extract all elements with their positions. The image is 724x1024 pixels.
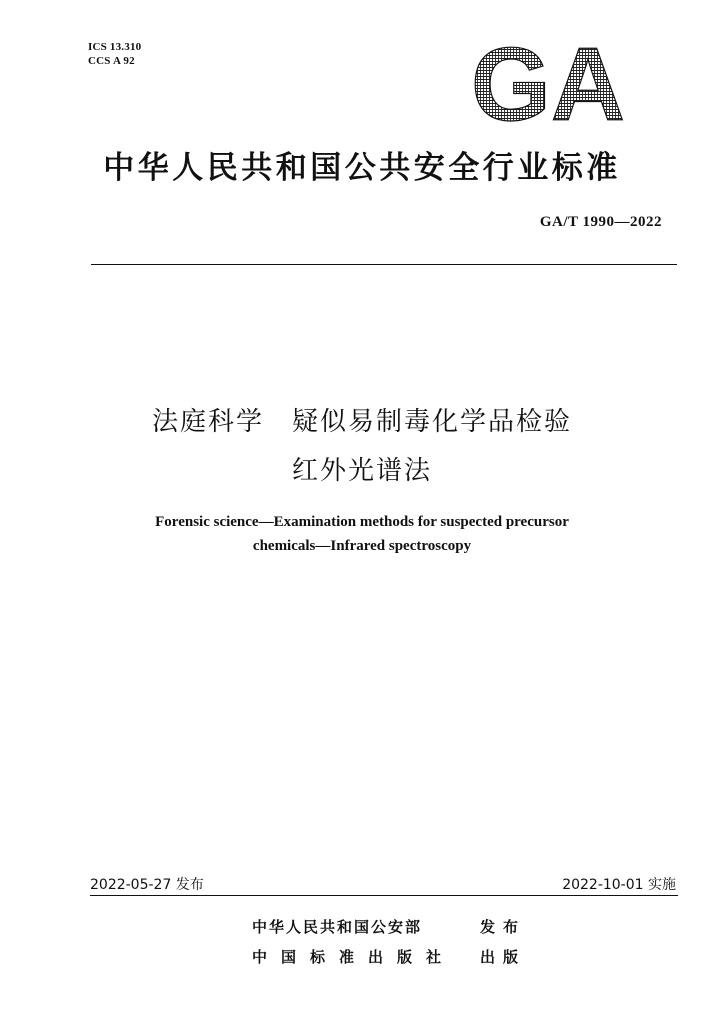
footer-divider: [90, 895, 678, 896]
ics-code: ICS 13.310: [88, 41, 142, 53]
issuer-title: 中华人民共和国公共安全行业标准: [103, 150, 621, 186]
ga-logo: [468, 40, 628, 126]
chinese-title-line-2: 红外光谱法: [291, 456, 432, 486]
issuing-action: 发布: [480, 918, 527, 936]
classification-codes: [88, 40, 141, 68]
ccs-code: CCS A 92: [88, 55, 135, 67]
english-title-line-1: Forensic science—Examination methods for suspected precursor: [155, 514, 569, 530]
header-divider: [91, 264, 677, 265]
publisher: 中国标准出版社: [252, 948, 456, 966]
chinese-title-line-1: 法庭科学 疑似易制毒化学品检验: [151, 407, 572, 437]
ga-logo-text: GA: [471, 40, 625, 126]
english-title-line-2: chemicals—Infrared spectroscopy: [252, 538, 472, 554]
implementation-date: 2022-10-01 实施: [562, 877, 676, 893]
standard-number: GA/T 1990—2022: [539, 214, 662, 230]
issue-date: 2022-05-27 发布: [90, 877, 204, 893]
publishing-action: 出版: [480, 948, 527, 966]
issuing-organization: 中华人民共和国公安部: [252, 918, 423, 936]
